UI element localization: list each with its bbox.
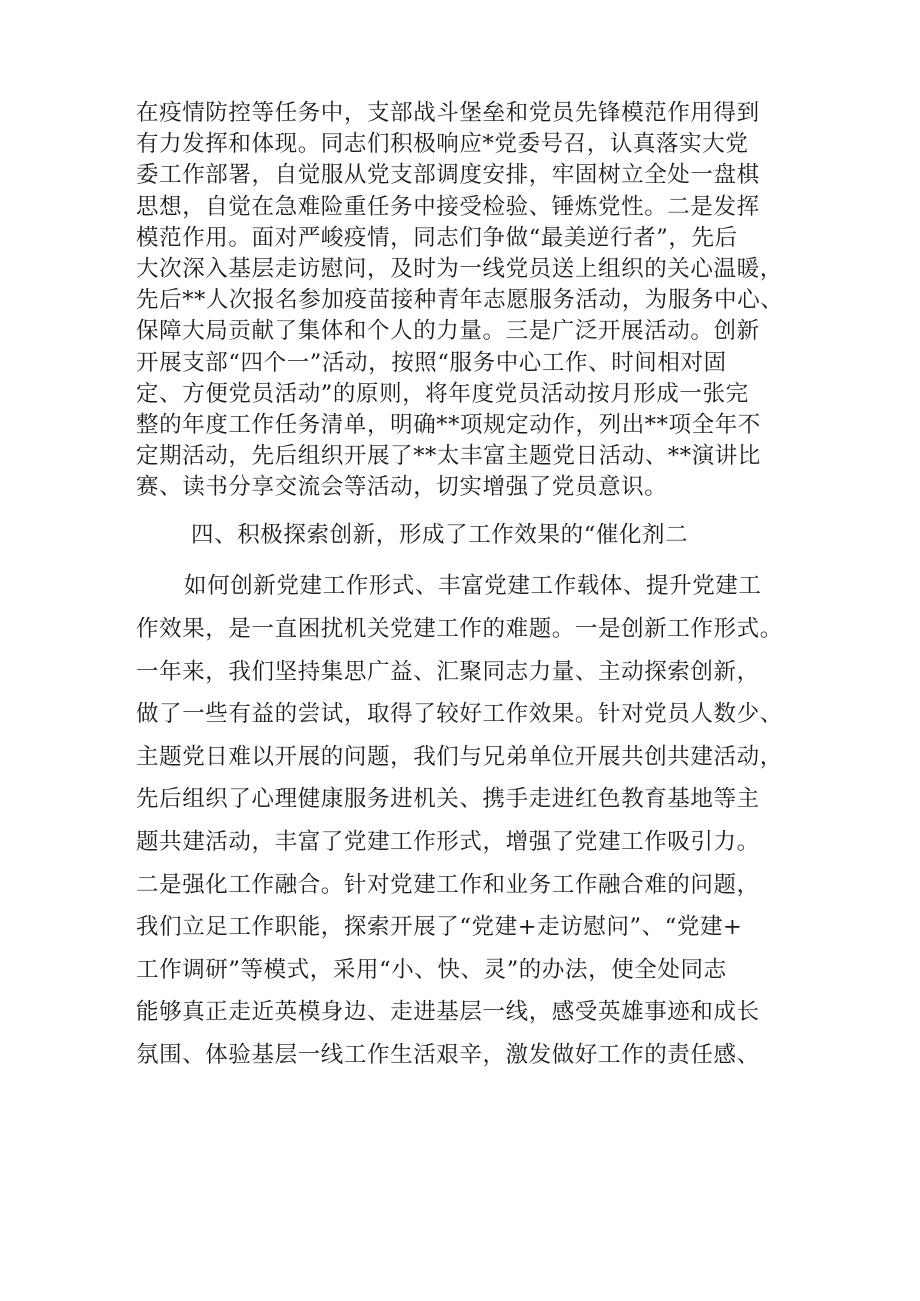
text-line: 定、方便党员活动”的原则，将年度党员活动按月形成一张完 <box>136 380 749 407</box>
text-line: 整的年度工作任务清单，明确**项规定动作，列出**项全年不 <box>136 411 761 438</box>
text-line: 做了一些有益的尝试，取得了较好工作效果。针对党员人数少、 <box>136 701 783 728</box>
paragraph-party-activities <box>136 98 796 503</box>
text-line: 定期活动，先后组织开展了**太丰富主题党日活动、**演讲比 <box>136 443 761 470</box>
text-line: 氛围、体验基层一线工作生活艰辛，激发做好工作的责任感、 <box>136 1041 760 1068</box>
text-line: 委工作部署，自觉服从党支部调度安排，牢固树立全处一盘棋 <box>136 162 760 189</box>
section-heading: 四、积极探索创新，形成了工作效果的“催化剂二 <box>191 522 689 549</box>
text-line: 主题党日难以开展的问题，我们与兄弟单位开展共创共建活动， <box>136 743 783 770</box>
text-line: 如何创新党建工作形式、丰富党建工作载体、提升党建工 <box>184 573 762 600</box>
text-line: 能够真正走近英模身边、走进基层一线，感受英雄事迹和成长 <box>136 999 760 1026</box>
text-line: 思想，自觉在急难险重任务中接受检验、锤炼党性。二是发挥 <box>136 193 760 220</box>
text-line: 题共建活动，丰富了党建工作形式，增强了党建工作吸引力。 <box>136 829 760 855</box>
text-line: 有力发挥和体现。同志们积极响应*党委号召，认真落实大党 <box>136 131 749 158</box>
text-line: 在疫情防控等任务中，支部战斗堡垒和党员先锋模范作用得到 <box>136 100 760 126</box>
document-page <box>136 98 796 1077</box>
text-line: 大次深入基层走访慰问，及时为一线党员送上组织的关心温暖， <box>136 255 783 282</box>
text-line: 模范作用。面对严峻疫情，同志们争做“最美逆行者”，先后 <box>136 224 738 251</box>
text-line: 工作调研”等模式，采用“小、快、灵”的办法，使全处同志 <box>136 956 727 983</box>
text-line: 赛、读书分享交流会等活动，切实增强了党员意识。 <box>136 474 668 501</box>
text-line: 作效果，是一直困扰机关党建工作的难题。一是创新工作形式。 <box>136 616 783 643</box>
text-line: 开展支部“四个一”活动，按照“服务中心工作、时间相对固 <box>136 349 727 376</box>
text-line: 先后组织了心理健康服务进机关、携手走进红色教育基地等主 <box>136 786 760 813</box>
text-line: 保障大局贡献了集体和个人的力量。三是广泛开展活动。创新 <box>136 318 760 345</box>
text-line: 我们立足工作职能，探索开展了“党建+走访慰问”、“党建+ <box>136 914 743 941</box>
paragraph-innovation <box>136 565 796 1076</box>
text-line: 二是强化工作融合。针对党建工作和业务工作融合难的问题， <box>136 871 760 898</box>
text-line: 先后**人次报名参加疫苗接种青年志愿服务活动，为服务中心、 <box>136 287 784 314</box>
text-line: 一年来，我们坚持集思广益、汇聚同志力量、主动探索创新， <box>136 658 760 685</box>
